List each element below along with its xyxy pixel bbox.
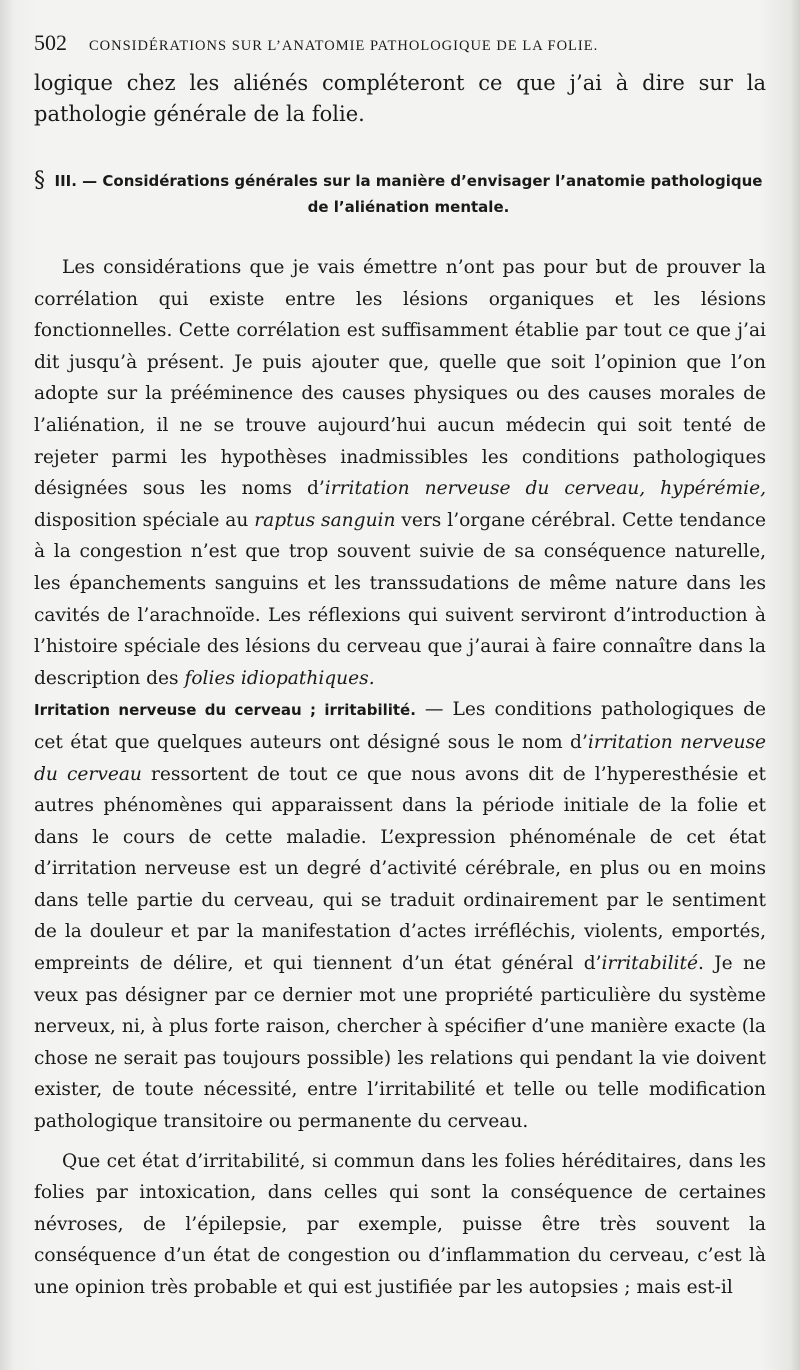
running-head (34, 30, 766, 64)
run-in-heading: Irritation nerveuse du cerveau ; irritabilité. (34, 701, 416, 720)
intro-paragraph: logique chez les aliénés compléteront ce que j’ai à dire sur la pathologie générale de la folie. (34, 71, 766, 126)
paragraph-text: — Les conditions pathologiques de cet état que quelques auteurs ont désigné sous le nom d’ (34, 699, 766, 753)
paragraph-text: ressortent de tout ce que nous avons dit de l’hyperesthésie et autres phénomènes qui apparaissent dans la période initiale de la folie et dans le cours de cette maladie. L’expression phénoménale de cet état d’irritation nerveuse est un degré d’activité cérébrale, en plus ou en moins dans telle partie du cerveau, qui se traduit ordinairement par le sentiment de la douleur et par la manifestation d’actes irréfléchis, violents, emportés, empreints de délire, et qui tiennent d’un état général d’ (34, 763, 766, 975)
italic-term: irritation nerveuse du cerveau (34, 731, 767, 785)
running-title: CONSIDÉRATIONS SUR L’ANATOMIE PATHOLOGIQUE DE LA FOLIE. (89, 38, 599, 54)
page-number: 502 (34, 30, 67, 55)
paragraph-text: Les considérations que je vais émettre n’ont pas pour but de prouver la corrélation qui existe entre les lésions organiques et les lésions fonctionnelles. Cette corrélation est suffisamment établie par tout ce que j’ai dit jusqu’à présent. Je puis ajouter que, quelle que soit l’opinion que l’on adopte sur la prééminence des causes physiques ou des causes morales de l’aliénation, il ne se trouve aujourd’hui aucun médecin qui soit tenté de rejeter parmi les hypothèses inadmissibles les conditions pathologiques désignées sous les noms d’ (34, 257, 766, 500)
section-heading-text: III. — Considérations générales sur la manière d’envisager l’anatomie pathologique de l’aliénation mentale. (54, 172, 763, 216)
italic-term: irritabilité (601, 953, 698, 975)
italic-term: raptus sanguin (254, 509, 396, 531)
italic-term: folies idiopathiques. (184, 667, 375, 689)
section-heading (34, 168, 766, 220)
paragraph-text: . Je ne veux pas désigner par ce dernier mot une propriété particulière du système nerveux, ni, à plus forte raison, chercher à spécifier d’une manière exacte (la chose ne serait pas toujours possible) les relations qui pendant la vie doivent exister, de toute nécessité, entre l’irritabilité et telle ou telle modification pathologique transitoire ou permanente du cerveau. (34, 953, 767, 1133)
body-paragraph-3: Que cet état d’irritabilité, si commun dans les folies héréditaires, dans les folies par intoxication, dans celles qui sont la conséquence de certaines névroses, de l’épilepsie, par exemple, puisse être très souvent la conséquence d’un état de congestion ou d’inflammation du cerveau, c’est là une opinion très probable et qui est justifiée par les autopsies ; mais est-il (34, 1150, 766, 1298)
paragraph-text: vers l’organe cérébral. Cette tendance à la congestion n’est que trop souvent suivie de sa conséquence naturelle, les épanchements sanguins et les transsudations de même nature dans les cavités de l’arachnoïde. Les réflexions qui suivent serviront d’introduction à l’histoire spéciale des lésions du cerveau que j’aurai à faire connaître dans la description des (34, 509, 767, 689)
italic-term: irritation nerveuse du cerveau, hypérémie, (324, 478, 766, 500)
paragraph-text: disposition spéciale au (34, 509, 255, 531)
body-paragraph-1 (34, 252, 766, 694)
section-mark: § (34, 168, 45, 193)
body-paragraph-2 (34, 694, 766, 1137)
